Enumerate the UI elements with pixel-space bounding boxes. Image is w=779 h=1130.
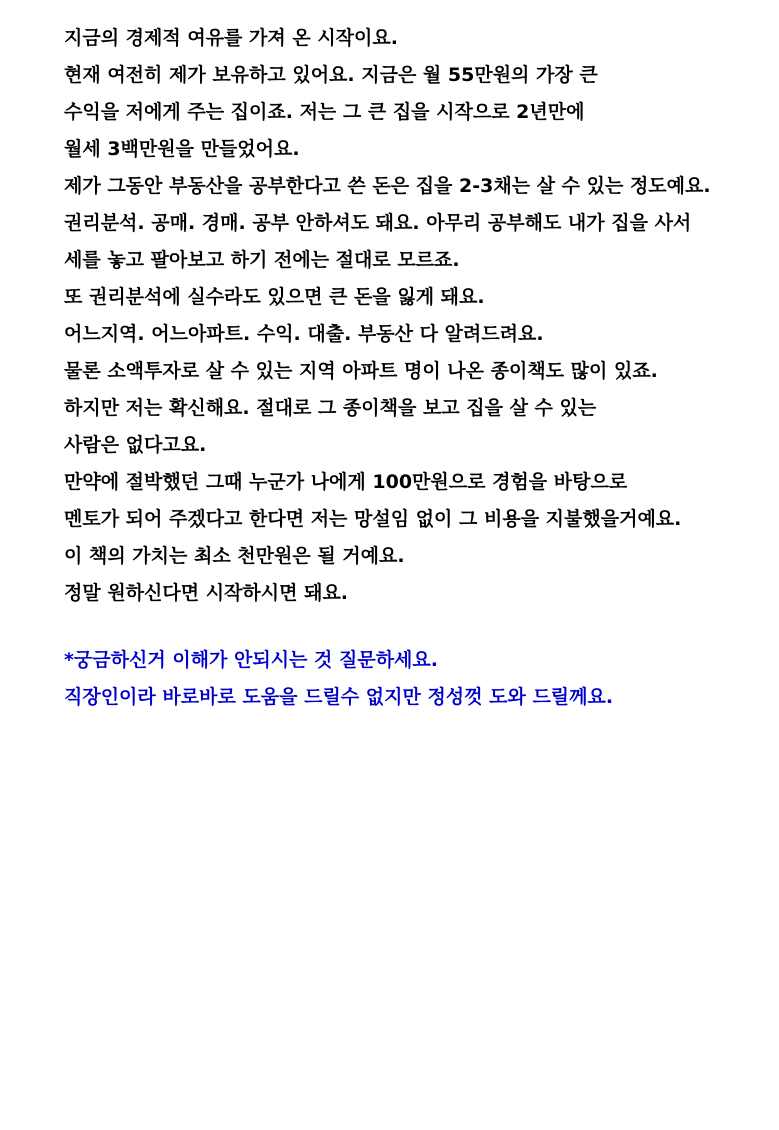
- body-line: 물론 소액투자로 살 수 있는 지역 아파트 명이 나온 종이책도 많이 있죠.: [64, 360, 658, 382]
- body-line: 이 책의 가치는 최소 천만원은 될 거예요.: [64, 545, 405, 567]
- body-line: 월세 3백만원을 만들었어요.: [64, 138, 300, 160]
- body-line: 멘토가 되어 주겠다고 한다면 저는 망설임 없이 그 비용을 지불했을거예요.: [64, 508, 682, 530]
- body-line: 만약에 절박했던 그때 누군가 나에게 100만원으로 경험을 바탕으로: [64, 471, 628, 493]
- note-line: 직장인이라 바로바로 도움을 드릴수 없지만 정성껏 도와 드릴께요.: [64, 686, 614, 708]
- body-line: 정말 원하신다면 시작하시면 돼요.: [64, 582, 349, 604]
- body-paragraph: [64, 20, 764, 612]
- body-line: 수익을 저에게 주는 집이죠. 저는 그 큰 집을 시작으로 2년만에: [64, 101, 585, 123]
- body-line: 제가 그동안 부동산을 공부한다고 쓴 돈은 집을 2-3채는 살 수 있는 정도예요.: [64, 175, 711, 197]
- body-line: 현재 여전히 제가 보유하고 있어요. 지금은 월 55만원의 가장 큰: [64, 64, 598, 86]
- question-note: [64, 642, 764, 716]
- body-line: 권리분석. 공매. 경매. 공부 안하셔도 돼요. 아무리 공부해도 내가 집을 사서: [64, 212, 692, 234]
- body-line: 세를 놓고 팔아보고 하기 전에는 절대로 모르죠.: [64, 249, 460, 271]
- body-line: 사람은 없다고요.: [64, 434, 207, 456]
- body-line: 또 권리분석에 실수라도 있으면 큰 돈을 잃게 돼요.: [64, 286, 485, 308]
- body-line: 어느지역. 어느아파트. 수익. 대출. 부동산 다 알려드려요.: [64, 323, 544, 345]
- body-line: 하지만 저는 확신해요. 절대로 그 종이책을 보고 집을 살 수 있는: [64, 397, 597, 419]
- note-line: *궁금하신거 이해가 안되시는 것 질문하세요.: [64, 649, 438, 671]
- body-line: 지금의 경제적 여유를 가져 온 시작이요.: [64, 27, 398, 49]
